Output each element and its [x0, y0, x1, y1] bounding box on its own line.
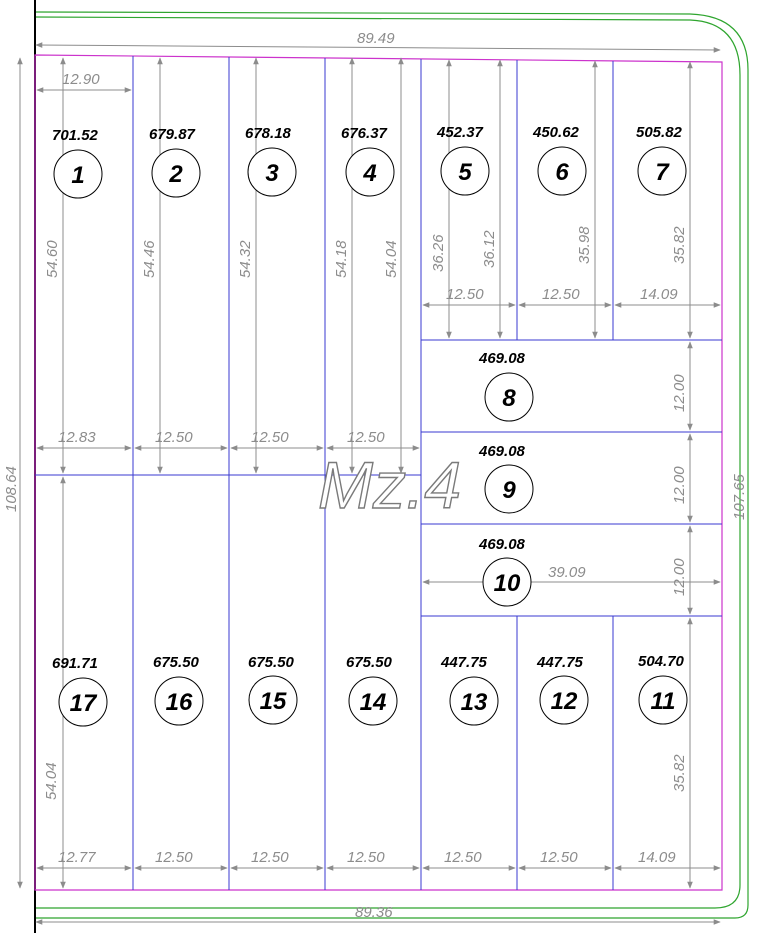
lot-3-frontage: 12.50	[251, 429, 289, 446]
lot-14-frontage: 12.50	[347, 849, 385, 866]
lot-16-area: 675.50	[153, 654, 199, 671]
lot-1-area: 701.52	[52, 127, 98, 144]
lot-3-area: 678.18	[245, 125, 291, 142]
lot-9-area: 469.08	[479, 443, 525, 460]
lot-16-frontage: 12.50	[155, 849, 193, 866]
lot-13-frontage: 12.50	[444, 849, 482, 866]
lot-17-number: 17	[69, 690, 97, 717]
lot-13-area: 447.75	[441, 654, 487, 671]
lot-11-frontage: 14.09	[638, 849, 676, 866]
lot-12-area: 447.75	[537, 654, 583, 671]
lot-5-area: 452.37	[437, 124, 483, 141]
lot-17-area: 691.71	[52, 655, 98, 672]
lot-14-number: 14	[359, 689, 387, 716]
lot-5-depth2: 36.12	[481, 230, 498, 268]
lot-8-depth: 12.00	[671, 374, 688, 412]
lot-11-area: 504.70	[638, 653, 684, 670]
lot-1-frontage: 12.83	[58, 429, 96, 446]
lot-4-depth: 54.18	[333, 240, 350, 278]
lot-1-depth: 54.60	[44, 240, 61, 278]
lot-7-area: 505.82	[636, 124, 682, 141]
lot-3-depth: 54.32	[237, 240, 254, 278]
lot-14-area: 675.50	[346, 654, 392, 671]
lot-12-frontage: 12.50	[540, 849, 578, 866]
lot-7-number: 7	[655, 159, 669, 186]
lot-9-depth: 12.00	[671, 466, 688, 504]
dim-right-total: 107.65	[731, 474, 748, 520]
lot-8-number: 8	[502, 385, 516, 412]
lot-10-number: 10	[493, 570, 521, 597]
lot-2-area: 679.87	[149, 126, 195, 143]
lot-15-area: 675.50	[248, 654, 294, 671]
lot-3-number: 3	[265, 160, 279, 187]
lot-15-frontage: 12.50	[251, 849, 289, 866]
lot-11-depth: 35.82	[671, 754, 688, 792]
lot-9-number: 9	[502, 477, 516, 504]
lot-7-frontage: 14.09	[640, 286, 678, 303]
lot-7-depth: 35.82	[671, 226, 688, 264]
dim-top-total: 89.49	[357, 30, 395, 47]
lot-2-depth: 54.46	[141, 240, 158, 278]
lot-15-number: 15	[259, 688, 287, 715]
dim-lot1-top: 12.90	[62, 71, 100, 88]
lot-5-depth: 36.26	[430, 234, 447, 272]
lot-2-number: 2	[169, 161, 183, 188]
block-label: Mz.4	[318, 448, 462, 522]
dim-lots-8-10-width: 39.09	[548, 564, 586, 581]
lot-8-area: 469.08	[479, 350, 525, 367]
lot-10-area: 469.08	[479, 536, 525, 553]
lot-6-frontage: 12.50	[542, 286, 580, 303]
lot-12-number: 12	[550, 688, 578, 715]
lot-4-frontage: 12.50	[347, 429, 385, 446]
lot-5-frontage: 12.50	[446, 286, 484, 303]
lot-11-number: 11	[650, 688, 676, 715]
lot-6-depth: 35.98	[576, 226, 593, 264]
lot-10-depth: 12.00	[671, 558, 688, 596]
dim-bottom-total: 89.36	[355, 904, 393, 921]
lot-17-frontage: 12.77	[58, 849, 96, 866]
lot-2-frontage: 12.50	[155, 429, 193, 446]
lot-6-number: 6	[555, 159, 569, 186]
lot-1-number: 1	[71, 162, 85, 189]
dim-left-total: 108.64	[3, 466, 20, 512]
dim-lot17-left: 54.04	[43, 762, 60, 800]
lot-13-number: 13	[460, 689, 488, 716]
lot-4-number: 4	[363, 160, 377, 187]
lot-5-number: 5	[458, 159, 472, 186]
lot-4-side: 54.04	[383, 240, 400, 278]
lot-4-area: 676.37	[341, 125, 387, 142]
lot-6-area: 450.62	[533, 124, 579, 141]
lot-16-number: 16	[165, 689, 193, 716]
